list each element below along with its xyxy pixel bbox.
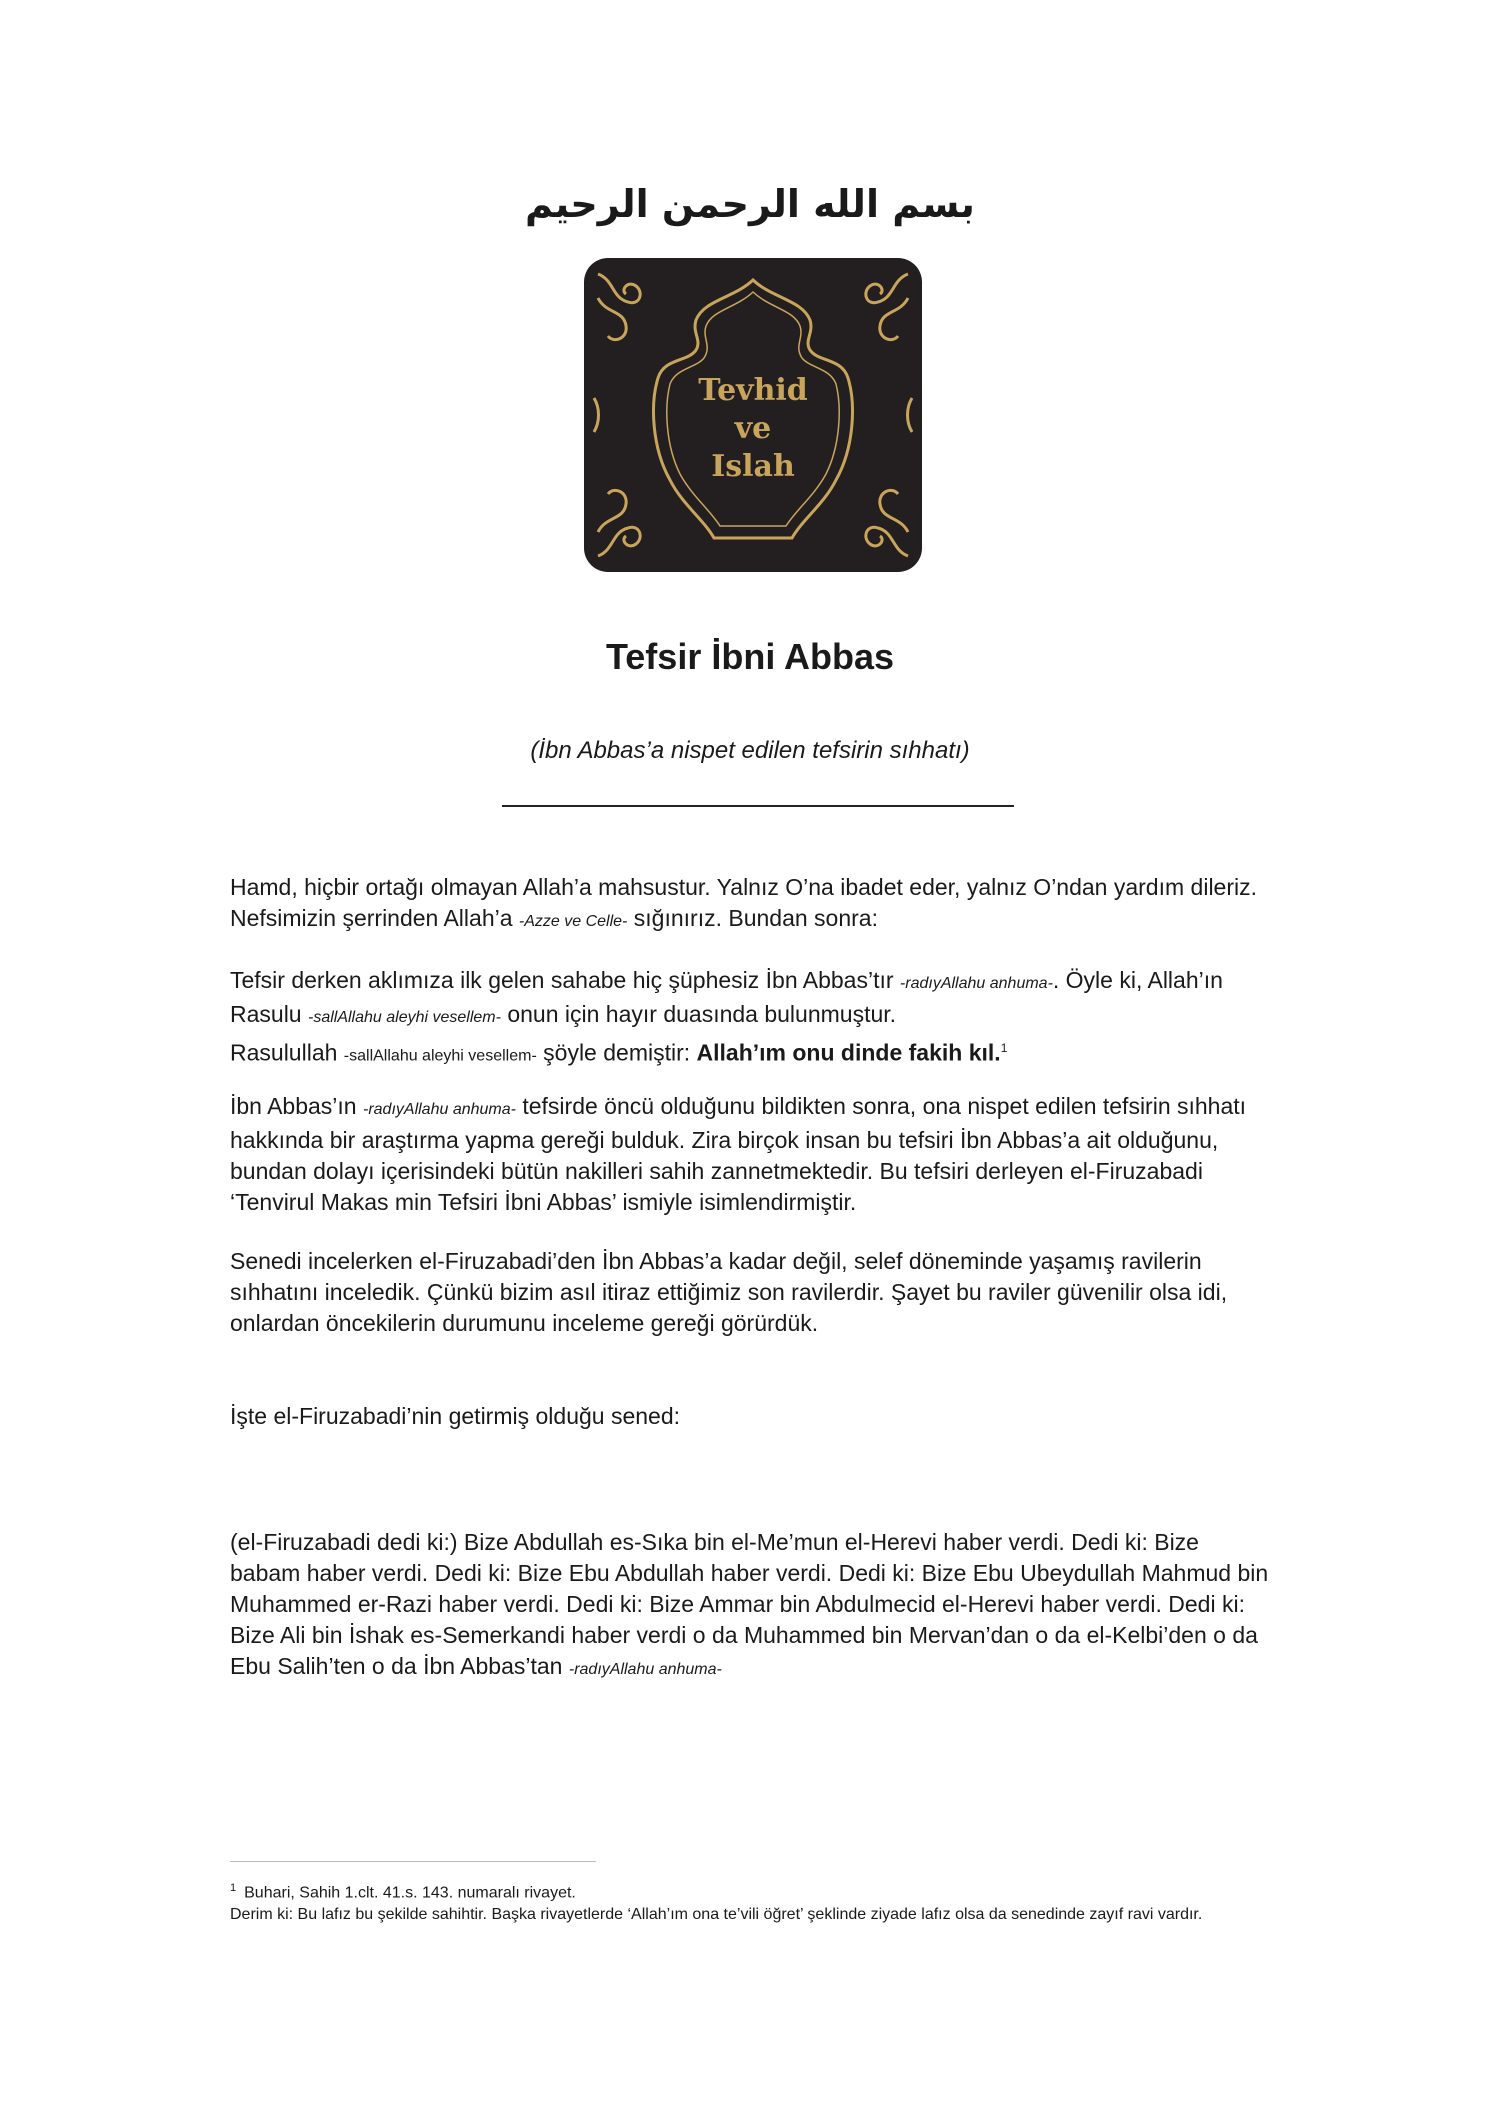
footnote-number: 1 [230, 1882, 237, 1894]
title-divider [502, 805, 1014, 807]
document-title: Tefsir İbni Abbas [605, 636, 895, 677]
paragraph-sened-chain [230, 1527, 1270, 1685]
tevhid-ve-islah-logo [584, 258, 922, 572]
p2-text-c: onun için hayır duasında bulunmuştur. [500, 1001, 897, 1027]
footnote-divider [230, 1861, 596, 1862]
p2-text-e: şöyle demiştir: [536, 1039, 697, 1066]
footnote-1 [230, 1877, 1270, 1926]
honorific: -radıyAllahu anhuma- [899, 975, 1053, 992]
honorific: -radıyAllahu anhuma- [363, 1101, 516, 1118]
honorific: -sallAllahu aleyhi vesellem- [343, 1047, 537, 1065]
p1-text-b: sığınırız. Bundan sonra: [627, 905, 878, 931]
honorific: -Azze ve Celle- [518, 913, 628, 930]
paragraph-sened-intro: İşte el-Firuzabadi’nin getirmiş olduğu sened: [230, 1403, 681, 1429]
p2-text-a: Tefsir derken aklımıza ilk gelen sahabe hiç şüphesiz İbn Abbas’tır [230, 967, 900, 993]
logo-text-line2: ve [734, 411, 772, 446]
p2-text-d: Rasulullah [230, 1039, 344, 1066]
p3-text-a: İbn Abbas’ın [230, 1093, 363, 1119]
paragraph-intro [230, 872, 1270, 937]
document-subtitle: (İbn Abbas’a nispet edilen tefsirin sıhhatı) [530, 737, 970, 764]
footnote-reference[interactable]: 1 [1000, 1041, 1008, 1055]
honorific: -sallAllahu aleyhi vesellem- [307, 1009, 501, 1026]
logo-text-line1: Tevhid [698, 373, 808, 408]
paragraph-ibn-abbas [230, 965, 1270, 1072]
bismillah-heading: بسم الله الرحمن الرحيم [525, 182, 975, 226]
p2-text-b: . Öyle ki, Allah’ın Rasulu [230, 967, 1223, 1027]
honorific: -radıyAllahu anhuma- [568, 1661, 722, 1678]
hadith-quote: Allah’ım onu dinde fakih kıl. [696, 1039, 1001, 1066]
footnote-note: Derim ki: Bu lafız bu şekilde sahihtir. Başka rivayetlerde ‘Allah’ım ona te’vili öğret’ şeklinde ziyade lafız olsa da senedinde zayıf ravi vardır. [230, 1906, 1203, 1924]
paragraph-sened-review: Senedi incelerken el-Firuzabadi’den İbn Abbas’a kadar değil, selef döneminde yaşamış ravilerin sıhhatını inceledik. Çünkü bizim asıl itiraz ettiğimiz son ravilerdir. Şayet bu raviler güvenilir olsa idi, onlardan öncekilerin durumunu inceleme gereği görürdük. [230, 1248, 1228, 1336]
footnote-source: Buhari, Sahih 1.clt. 41.s. 143. numaralı rivayet. [244, 1884, 576, 1902]
p6-text-a: (el-Firuzabadi dedi ki:) Bize Abdullah es-Sıka bin el-Me’mun el-Herevi haber verdi. Dedi ki: Bize babam haber verdi. Dedi ki: Bize Ebu Abdullah haber verdi. Dedi ki: Bize Ebu Ubeydullah Mahmud bin Muhammed er-Razi haber verdi. Dedi ki: Bize Ammar bin Abdulmecid el-Herevi haber verdi. Dedi ki: Bize Ali bin İshak es-Semerkandi haber verdi o da Muhammed bin Mervan’dan o da el-Kelbi’den o da Ebu Salih’ten o da İbn Abbas’tan [230, 1529, 1269, 1679]
logo-emblem [584, 258, 922, 572]
paragraph-research [230, 1091, 1270, 1218]
p1-text-a: Hamd, hiçbir ortağı olmayan Allah’a mahsustur. Yalnız O’na ibadet eder, yalnız O’ndan yardım dileriz. Nefsimizin şerrinden Allah’a [230, 874, 1258, 931]
logo-text-line3: Islah [711, 449, 795, 484]
p3-text-b: tefsirde öncü olduğunu bildikten sonra, ona nispet edilen tefsirin sıhhatı hakkında bir araştırma yapma gereği bulduk. Zira birçok insan bu tefsiri İbn Abbas’a ait olduğunu, bundan dolayı içerisindeki bütün nakilleri sahih zannetmektedir. Bu tefsiri derleyen el-Firuzabadi ‘Tenvirul Makas min Tefsiri İbni Abbas’ ismiyle isimlendirmiştir. [230, 1093, 1247, 1215]
